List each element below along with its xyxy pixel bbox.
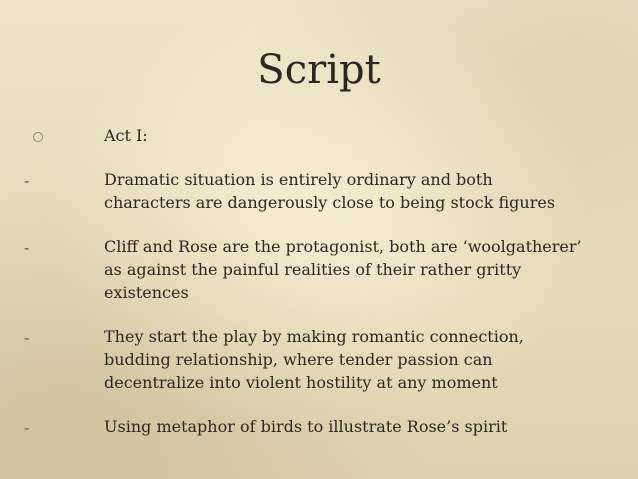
bullet-item-act-heading [0,124,638,147]
dash-bullet-icon: - [24,328,30,347]
bullet-item-birds-metaphor [0,415,638,438]
bullet-text: Cliff and Rose are the protagonist, both are ‘woolgatherer’ as against the painful realities of their rather gritty existences [104,237,582,302]
bullet-text: Using metaphor of birds to illustrate Rose’s spirit [104,417,508,436]
slide-title: Script [257,47,381,93]
bullet-item-protagonists [0,235,638,304]
bullet-list [0,124,638,459]
bullet-text: Act I: [104,126,148,145]
circle-bullet-icon [33,132,43,142]
bullet-item-dramatic-situation [0,168,638,214]
dash-bullet-icon: - [24,418,30,437]
bullet-text: Dramatic situation is entirely ordinary and both characters are dangerously close to being stock figures [104,170,556,212]
dash-bullet-icon: - [24,238,30,257]
bullet-text: They start the play by making romantic connection, budding relationship, where tender passion can decentralize into violent hostility at any moment [104,327,524,392]
dash-bullet-icon: - [24,171,30,190]
bullet-item-romantic-connection [0,325,638,394]
